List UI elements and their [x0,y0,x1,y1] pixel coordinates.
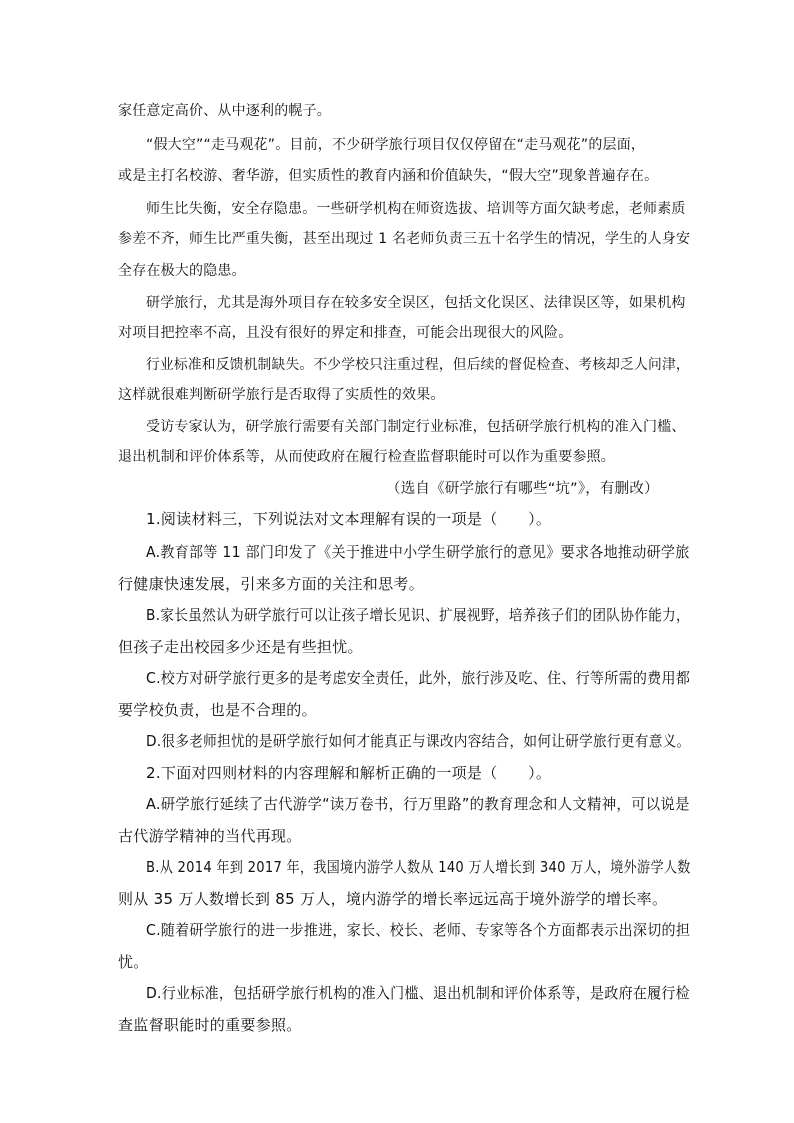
option-2c-cont: 忧。 [118,953,149,971]
option-2b-cont: 则从 35 万人数增长到 85 万人，境内游学的增长率远远高于境外游学的增长率。 [118,890,668,908]
material-line: 行业标准和反馈机制缺失。不少学校只注重过程，但后续的督促检查、考核却乏人问津， [146,357,690,373]
option-1a: A.教育部等 11 部门印发了《关于推进中小学生研学旅行的意见》要求各地推动研学旅 [146,543,690,561]
material-line: 这样就很难判断研学旅行是否取得了实质性的效果。 [118,387,445,403]
material-line: 全存在极大的隐患。 [118,263,246,279]
option-1b: B.家长虽然认为研学旅行可以让孩子增长见识、扩展视野，培养孩子们的团队协作能力， [146,606,690,624]
option-2d: D.行业标准，包括研学旅行机构的准入门槛、退出机制和评价体系等，是政府在履行检 [146,984,690,1002]
option-2d-cont: 查监督职能时的重要参照。 [118,1016,302,1034]
material-line: 师生比失衡，安全存隐患。一些研学机构在师资选拔、培训等方面欠缺考虑，老师素质 [146,201,686,217]
option-1c: C.校方对研学旅行更多的是考虑安全责任，此外，旅行涉及吃、住、行等所需的费用都 [146,669,691,687]
option-2c: C.随着研学旅行的进一步推进，家长、校长、老师、专家等各个方面都表示出深切的担 [146,921,691,939]
material-line: 研学旅行，尤其是海外项目存在较多安全误区，包括文化误区、法律误区等，如果机构 [146,295,686,311]
option-2a: A.研学旅行延续了古代游学“读万卷书，行万里路”的教育理念和人文精神，可以说是 [146,795,690,813]
material-line: 或是主打名校游、奢华游，但实质性的教育内涵和价值缺失，“假大空”现象普遍存在。 [118,168,659,184]
material-line: 受访专家认为，研学旅行需要有关部门制定行业标准，包括研学旅行机构的准入门槛、 [146,419,686,435]
material-line: “假大空”“走马观花”。目前，不少研学旅行项目仅仅停留在“走马观花”的层面， [146,137,646,153]
question-stem-2: 2.下面对四则材料的内容理解和解析正确的一项是（ ）。 [146,764,552,782]
option-1a-cont: 行健康快速发展，引来多方面的关注和思考。 [118,575,425,593]
option-1b-cont: 但孩子走出校园多少还是有些担忧。 [118,638,363,656]
source-citation: （选自《研学旅行有哪些“坑”》，有删改） [386,481,659,497]
question-stem-1: 1.阅读材料三，下列说法对文本理解有误的一项是（ ）。 [146,510,552,528]
material-line: 参差不齐，师生比严重失衡，甚至出现过 1 名老师负责三五十名学生的情况，学生的人身安 [118,231,691,247]
material-line: 家任意定高价、从中逐利的幌子。 [118,103,331,119]
material-line: 退出机制和评价体系等，从而使政府在履行检查监督职能时可以作为重要参照。 [118,449,615,465]
option-2a-cont: 古代游学精神的当代再现。 [118,827,302,845]
option-1c-cont: 要学校负责，也是不合理的。 [118,701,317,719]
material-line: 对项目把控率不高，且没有很好的界定和排查，可能会出现很大的风险。 [118,325,573,341]
option-1d: D.很多老师担忧的是研学旅行如何才能真正与课改内容结合，如何让研学旅行更有意义。 [146,732,691,750]
option-2b: B.从 2014 年到 2017 年，我国境内游学人数从 140 万人增长到 340 万人，境外游学人数 [146,858,691,876]
